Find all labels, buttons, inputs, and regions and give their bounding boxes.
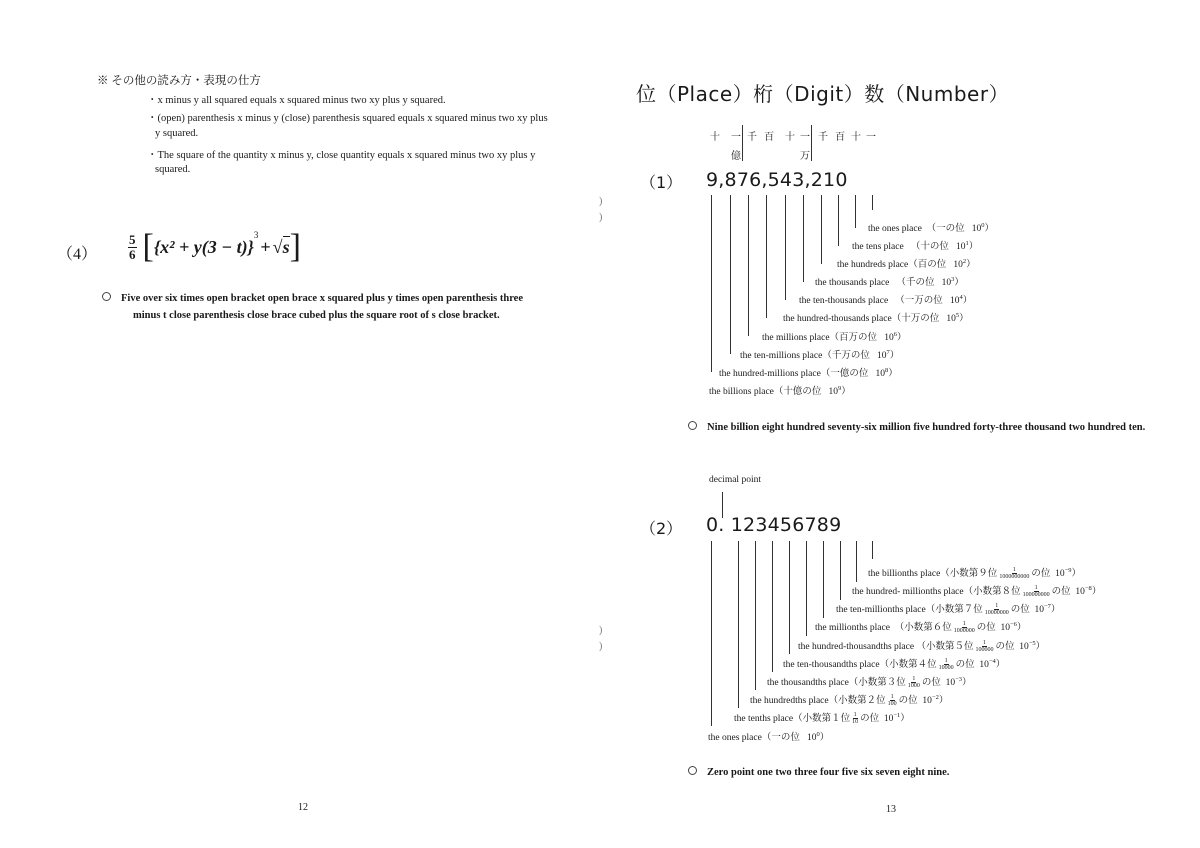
number-2: 0. 123456789 <box>706 514 842 536</box>
place-of: の位 <box>1010 605 1030 615</box>
guide-line <box>856 541 857 582</box>
note-line: y squared. <box>155 128 199 139</box>
place-power: 10 <box>875 369 885 379</box>
place-en: the hundred-thousandths place <box>798 642 915 652</box>
place-power: 10 <box>971 224 982 234</box>
answer-2-text: Zero point one two three four five six seven eight nine. <box>707 767 950 778</box>
place-label: the ten-thousandths place（小数第４位 $\frac{1}{10000}$ の位 $10^{-4}$） <box>783 657 1006 672</box>
place-exponent: 8 <box>884 366 889 374</box>
place-label: the hundreds place（百の位 $10^2$） <box>837 257 976 270</box>
place-power: 10 <box>1055 569 1065 579</box>
place-en: the billionths place <box>868 569 941 579</box>
sqrt-argument: s <box>282 237 290 257</box>
place-exponent: 7 <box>886 348 890 356</box>
guide-line <box>785 195 786 300</box>
place-exponent: 1 <box>965 239 969 247</box>
note-line: ・x minus y all squared equals x squared minus two xy plus y squared. <box>147 95 446 106</box>
guide-line <box>872 541 873 559</box>
circle-bullet-icon <box>688 421 697 430</box>
place-jp: （小数第８位 <box>963 587 1021 597</box>
place-label: the thousands place （千の位 $10^3$） <box>815 275 964 288</box>
place-exponent: 0 <box>816 730 820 738</box>
place-power: 10 <box>884 333 894 343</box>
place-en: the thousands place <box>815 278 890 288</box>
place-en: the ones place <box>708 733 762 743</box>
gutter-mark: ) <box>599 625 603 636</box>
place-label: the hundred-thousands place（十万の位 $10^5$） <box>783 311 969 324</box>
place-power: 10 <box>979 660 989 670</box>
place-exponent: 0 <box>981 221 985 229</box>
guide-line <box>711 195 712 372</box>
decimal-point-label: decimal point <box>709 475 761 485</box>
place-label: the millionths place （小数第６位 $\frac{1}{1000000}$ の位 $10^{-6}$） <box>815 620 1027 635</box>
place-label: the tens place （十の位 $10^1$） <box>852 239 979 252</box>
place-power: 10 <box>883 714 894 724</box>
guide-line <box>806 541 807 636</box>
guide-line <box>730 195 731 354</box>
place-fraction: $\frac{1}{10000}$ <box>938 658 954 672</box>
place-exponent: −8 <box>1084 584 1092 592</box>
place-jp: （小数第１位 <box>793 714 851 724</box>
kanji-place-header: 千 <box>818 132 828 143</box>
place-power: 10 <box>946 314 956 324</box>
place-exponent: −5 <box>1028 639 1036 647</box>
place-of: の位 <box>976 623 996 633</box>
place-en: the hundred- millionths place <box>852 587 964 597</box>
place-exponent: −6 <box>1009 620 1017 628</box>
place-jp: （百の位 <box>908 260 947 270</box>
kanji-place-header: 百 <box>835 132 845 143</box>
fraction <box>128 233 137 262</box>
circle-bullet-icon <box>688 766 697 775</box>
guide-line <box>803 195 804 282</box>
place-label: the ten-thousands place （一万の位 $10^4$） <box>799 293 973 306</box>
place-label: the hundredths place（小数第２位 $\frac{1}{100}$ の位 $10^{-2}$） <box>750 693 949 708</box>
place-jp: （十万の位 <box>891 314 940 324</box>
answer-4-line2: minus t close parenthesis close brace cubed plus the square root of s close bracket. <box>133 310 500 321</box>
place-jp: （小数第６位 <box>894 623 952 633</box>
place-exponent: −7 <box>1043 602 1051 610</box>
place-fraction: $\frac{1}{10000000}$ <box>984 603 1009 617</box>
place-exponent: −2 <box>931 693 939 701</box>
place-en: the hundredths place <box>750 696 829 706</box>
place-jp: （小数第４位 <box>879 660 937 670</box>
place-power: 10 <box>1075 587 1085 597</box>
place-power: 10 <box>955 242 966 252</box>
answer-1-text: Nine billion eight hundred seventy-six million five hundred forty-three thousand two hundred ten. <box>707 422 1146 433</box>
problem-label-1: （1） <box>640 173 683 192</box>
place-en: the hundred-millions place <box>719 369 821 379</box>
close-bracket: ] <box>289 228 301 265</box>
place-en: the hundred-thousands place <box>783 314 892 324</box>
problem-label-2: （2） <box>640 519 683 538</box>
place-jp: （千の位 <box>896 278 935 288</box>
gutter-mark: ) <box>599 196 603 207</box>
place-exponent: −1 <box>893 711 901 719</box>
place-en: the tens place <box>852 242 904 252</box>
separator-line <box>811 125 812 161</box>
place-fraction: $\frac{1}{1000}$ <box>907 676 920 690</box>
problem-label-4: （4） <box>57 246 98 263</box>
place-en: the tenths place <box>734 714 794 724</box>
page-title: 位（Place）桁（Digit）数（Number） <box>636 82 1010 106</box>
separator-line <box>742 125 743 161</box>
kanji-place-header: 十 <box>851 132 861 143</box>
place-exponent: 3 <box>951 275 955 283</box>
guide-line <box>711 541 712 726</box>
gutter-mark: ) <box>599 212 603 223</box>
place-exponent: −4 <box>988 657 996 665</box>
place-jp: （一の位 <box>761 733 800 743</box>
guide-line <box>738 541 739 708</box>
place-exponent: 2 <box>962 257 967 265</box>
place-en: the ten-thousands place <box>799 296 889 306</box>
guide-line <box>840 541 841 600</box>
guide-line <box>838 195 839 246</box>
expression-body: {x² + y(3 − t)} <box>153 236 254 257</box>
place-label: the ones place（一の位 $10^0$） <box>708 730 830 743</box>
note-line: ・(open) parenthesis x minus y (close) parenthesis squared equals x squared minus two xy plus <box>147 113 548 124</box>
place-power: 10 <box>806 733 817 743</box>
place-jp: （一万の位 <box>895 296 943 306</box>
place-power: 10 <box>828 387 839 397</box>
place-label: the thousandths place（小数第３位 $\frac{1}{1000}$ の位 $10^{-3}$） <box>767 675 972 690</box>
place-jp: （小数第２位 <box>828 696 886 706</box>
page-number-left: 12 <box>298 802 308 813</box>
place-power: 10 <box>941 278 952 288</box>
answer-4-line1 <box>102 292 523 304</box>
place-power: 10 <box>1000 623 1010 633</box>
place-fraction: $\frac{1}{10}$ <box>852 712 859 726</box>
place-jp: （一の位 <box>926 224 965 234</box>
place-of: の位 <box>1031 569 1051 579</box>
place-of: の位 <box>898 696 918 706</box>
place-fraction: $\frac{1}{100000000}$ <box>1022 585 1050 599</box>
place-jp: （小数第９位 <box>940 569 998 579</box>
kanji-place-header: 一 <box>800 132 810 143</box>
place-en: the thousandths place <box>767 678 849 688</box>
note-line: squared. <box>155 164 191 175</box>
guide-line <box>855 195 856 228</box>
guide-line <box>748 195 749 336</box>
place-power: 10 <box>945 678 956 688</box>
kanji-place-header: 十 <box>710 132 720 143</box>
place-label: the ten-millionths place（小数第７位 $\frac{1}{10000000}$ の位 $10^{-7}$） <box>836 602 1061 617</box>
place-of: の位 <box>860 714 880 724</box>
place-label: the tenths place（小数第１位 $\frac{1}{10}$ の位 $10^{-1}$） <box>734 711 910 726</box>
place-label: the billions place（十億の位 $10^9$） <box>709 384 851 397</box>
kanji-man: 万 <box>800 151 810 162</box>
guide-line <box>821 195 822 264</box>
exponent: 3 <box>253 230 259 240</box>
guide-line <box>789 541 790 654</box>
number-1: 9,876,543,210 <box>706 169 848 191</box>
sqrt-symbol: √ <box>272 236 283 257</box>
answer-2 <box>688 766 949 778</box>
place-en: the ten-millions place <box>740 351 823 361</box>
place-label: the ones place （一の位 $10^0$） <box>868 221 994 234</box>
page-number-right: 13 <box>886 804 896 815</box>
guide-line <box>772 541 773 672</box>
place-exponent: 5 <box>955 311 960 319</box>
kanji-place-header: 百 <box>764 132 774 143</box>
place-en: the ones place <box>868 224 922 234</box>
place-exponent: −3 <box>955 675 962 683</box>
place-of: の位 <box>995 642 1015 652</box>
place-label: the hundred- millionths place（小数第８位 $\frac{1}{100000000}$ の位 $10^{-8}$） <box>852 584 1102 599</box>
place-of: の位 <box>921 678 941 688</box>
guide-line <box>755 541 756 690</box>
place-power: 10 <box>876 351 887 361</box>
place-en: the ten-thousandths place <box>783 660 880 670</box>
place-of: の位 <box>1051 587 1071 597</box>
place-label: the hundred-thousandths place （小数第５位 $\frac{1}{100000}$ の位 $10^{-5}$） <box>798 639 1046 654</box>
place-jp: （一億の位 <box>820 369 869 379</box>
place-exponent: 9 <box>838 384 842 392</box>
fraction-numerator: 5 <box>129 231 136 247</box>
place-jp: （小数第３位 <box>848 678 906 688</box>
place-exponent: −9 <box>1064 566 1072 574</box>
guide-line <box>823 541 824 618</box>
place-label: the millions place（百万の位 $10^6$） <box>762 330 907 343</box>
place-en: the millions place <box>762 333 830 343</box>
kanji-place-header: 一 <box>731 132 741 143</box>
circle-bullet-icon <box>102 292 111 301</box>
place-label: the hundred-millions place（一億の位 $10^8$） <box>719 366 898 379</box>
place-fraction: $\frac{1}{100}$ <box>887 694 897 708</box>
notes-heading: ※ その他の読み方・表現の仕方 <box>97 75 261 87</box>
answer-4-text: Five over six times open bracket open brace x squared plus y times open parenthesis three <box>121 293 524 304</box>
open-bracket: [ <box>142 228 154 265</box>
place-fraction: $\frac{1}{1000000}$ <box>953 621 975 635</box>
place-jp: （十億の位 <box>773 387 822 397</box>
gutter-mark: ) <box>599 641 603 652</box>
place-jp: （千万の位 <box>822 351 870 361</box>
place-label: the billionths place（小数第９位 $\frac{1}{1000000000}$ の位 $10^{-9}$） <box>868 566 1082 581</box>
place-en: the billions place <box>709 387 774 397</box>
place-power: 10 <box>949 296 960 306</box>
place-en: the hundreds place <box>837 260 909 270</box>
kanji-place-header: 一 <box>866 132 876 143</box>
place-label: the ten-millions place（千万の位 $10^7$） <box>740 348 900 361</box>
place-en: the ten-millionths place <box>836 605 926 615</box>
math-expression-4 <box>128 228 301 265</box>
place-power: 10 <box>1019 642 1029 652</box>
place-power: 10 <box>953 260 963 270</box>
fraction-denominator: 6 <box>129 246 136 262</box>
place-jp: （十の位 <box>910 242 949 252</box>
guide-line <box>766 195 767 318</box>
kanji-oku: 億 <box>731 151 741 162</box>
place-jp: （小数第５位 <box>916 642 974 652</box>
note-line: ・The square of the quantity x minus y, close quantity equals x squared minus two xy plus y <box>147 150 536 161</box>
place-fraction: $\frac{1}{1000000000}$ <box>999 567 1030 581</box>
place-jp: （百万の位 <box>829 333 878 343</box>
place-jp: （小数第７位 <box>925 605 983 615</box>
place-fraction: $\frac{1}{100000}$ <box>975 640 994 654</box>
guide-line <box>872 195 873 210</box>
place-en: the millionths place <box>815 623 890 633</box>
place-of: の位 <box>955 660 975 670</box>
place-power: 10 <box>922 696 932 706</box>
place-power: 10 <box>1034 605 1044 615</box>
place-exponent: 6 <box>893 330 897 338</box>
kanji-place-header: 千 <box>747 132 757 143</box>
kanji-place-header: 十 <box>785 132 795 143</box>
answer-1 <box>688 421 1145 433</box>
place-exponent: 4 <box>959 293 963 301</box>
plus-sign: + <box>260 236 271 257</box>
